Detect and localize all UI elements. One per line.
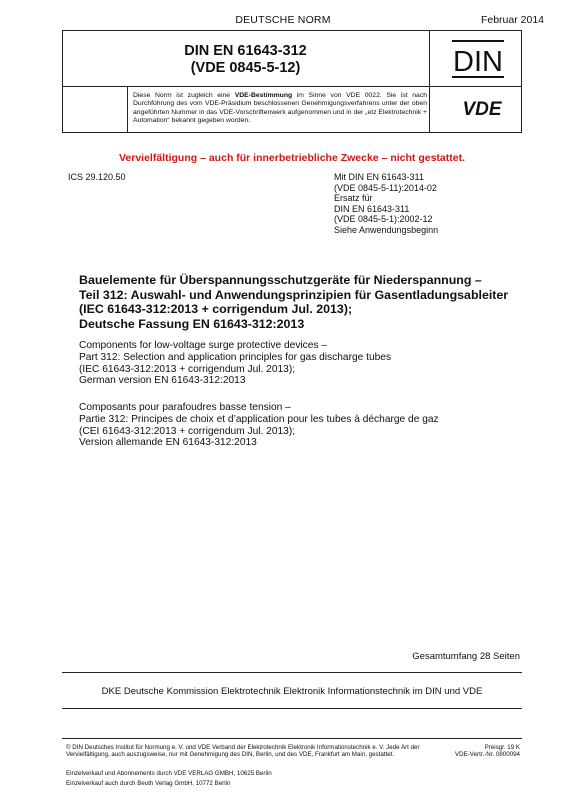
page-count: Gesamtumfang 28 Seiten bbox=[412, 651, 520, 662]
vde-number: (VDE 0845-5-12) bbox=[190, 60, 301, 76]
relation-line: DIN EN 61643-311 bbox=[334, 203, 410, 214]
price-block bbox=[455, 744, 520, 758]
reproduction-notice: Vervielfältigung – auch für innerbetriebliche Zwecke – nicht gestattet. bbox=[118, 152, 465, 164]
relation-line: Ersatz für bbox=[334, 193, 373, 204]
box-bottom-rule bbox=[62, 132, 522, 133]
relation-line: Siehe Anwendungsbeginn bbox=[334, 224, 439, 235]
footer-rule bbox=[62, 738, 522, 739]
title-german-line: Bauelemente für Überspannungsschutzgeräte für Niederspannung – bbox=[79, 273, 482, 287]
document-number: DIN EN 61643-312 bbox=[184, 43, 307, 59]
mid-rule bbox=[62, 86, 522, 87]
title-french-line: (CEI 61643-312:2013 + corrigendum Jul. 2013); bbox=[79, 425, 296, 437]
header-title: DEUTSCHE NORM bbox=[235, 14, 331, 26]
relation-block bbox=[334, 172, 438, 236]
title-english-line: Part 312: Selection and application principles for gas discharge tubes bbox=[79, 351, 392, 363]
title-german-line: Deutsche Fassung EN 61643-312:2013 bbox=[79, 316, 305, 331]
title-english-line: German version EN 61643-312:2013 bbox=[79, 375, 246, 387]
vde-logo bbox=[454, 98, 510, 118]
relation-line: (VDE 0845-5-11):2014-02 bbox=[334, 182, 437, 193]
vde-logo-text: VDE bbox=[462, 99, 502, 118]
title-german-line: Teil 312: Auswahl- und Anwendungsprinzipien für Gasentladungsableiter bbox=[79, 287, 509, 302]
title-french-line: Partie 312: Principes de choix et d’application pour les tubes à décharge de gaz bbox=[79, 413, 439, 425]
vde-note-text-1: Diese Norm ist zugleich eine bbox=[133, 92, 235, 99]
ics-code: ICS 29.120.50 bbox=[68, 172, 126, 182]
vde-note-text-2: im Sinne von VDE 0022. Sie ist nach Durchführung des vom VDE-Präsidium beschlossenen Genehmigungsverfahrens unter der oben angeführten Nummer in das VDE-Vorschriftenwerk aufgenommen und in der „etz Elektrotechnik + Automation“ bekannt gegeben worden. bbox=[133, 92, 427, 124]
pages-rule bbox=[62, 672, 522, 673]
din-logo-text: DIN bbox=[453, 46, 503, 78]
logo-divider-rule bbox=[429, 30, 430, 132]
copyright-notice: © DIN Deutsches Institut für Normung e. V. und VDE Verband der Elektrotechnik Elektronik Informationstechnik e. V. Jede Art der Vervielfältigung, auch auszugsweise, nur mit Genehmigung des DIN, Berlin, und des VDE, Frankfurt am Main, gestattet. bbox=[66, 744, 420, 759]
top-rule bbox=[62, 30, 522, 31]
title-german bbox=[79, 273, 519, 331]
dke-line: DKE Deutsche Kommission Elektrotechnik Elektronik Informationstechnik im DIN und VDE bbox=[101, 686, 483, 697]
title-english-line: (IEC 61643-312:2013 + corrigendum Jul. 2013); bbox=[79, 363, 296, 375]
right-frame-rule bbox=[521, 30, 522, 132]
relation-line: Mit DIN EN 61643-311 bbox=[334, 172, 424, 182]
price-group: Preisgr. 19 K bbox=[484, 744, 520, 751]
relation-line: (VDE 0845-5-1):2002-12 bbox=[334, 214, 433, 225]
sales-block bbox=[66, 769, 272, 789]
sales-line: Einzelverkauf und Abonnements durch VDE VERLAG GMBH, 10625 Berlin bbox=[66, 770, 272, 777]
title-french-line: Version allemande EN 61643-312:2013 bbox=[79, 437, 257, 449]
sales-line: Einzelverkauf auch durch Beuth Verlag GmbH, 10772 Berlin bbox=[66, 780, 231, 787]
din-logo bbox=[452, 40, 504, 78]
header-date: Februar 2014 bbox=[480, 14, 544, 26]
note-divider-rule bbox=[127, 86, 128, 132]
dke-rule bbox=[62, 708, 522, 709]
vde-note bbox=[133, 92, 427, 125]
title-german-line: (IEC 61643-312:2013 + corrigendum Jul. 2013); bbox=[79, 302, 353, 317]
title-english-line: Components for low-voltage surge protective devices – bbox=[79, 340, 328, 351]
title-french bbox=[79, 402, 519, 449]
vde-note-bold: VDE-Bestimmung bbox=[234, 92, 293, 99]
order-number: VDE-Vertr.-Nr. 0800094 bbox=[455, 751, 520, 759]
title-french-line: Composants pour parafoudres basse tension – bbox=[79, 402, 291, 413]
document-number-block bbox=[62, 43, 429, 77]
title-english bbox=[79, 340, 519, 387]
